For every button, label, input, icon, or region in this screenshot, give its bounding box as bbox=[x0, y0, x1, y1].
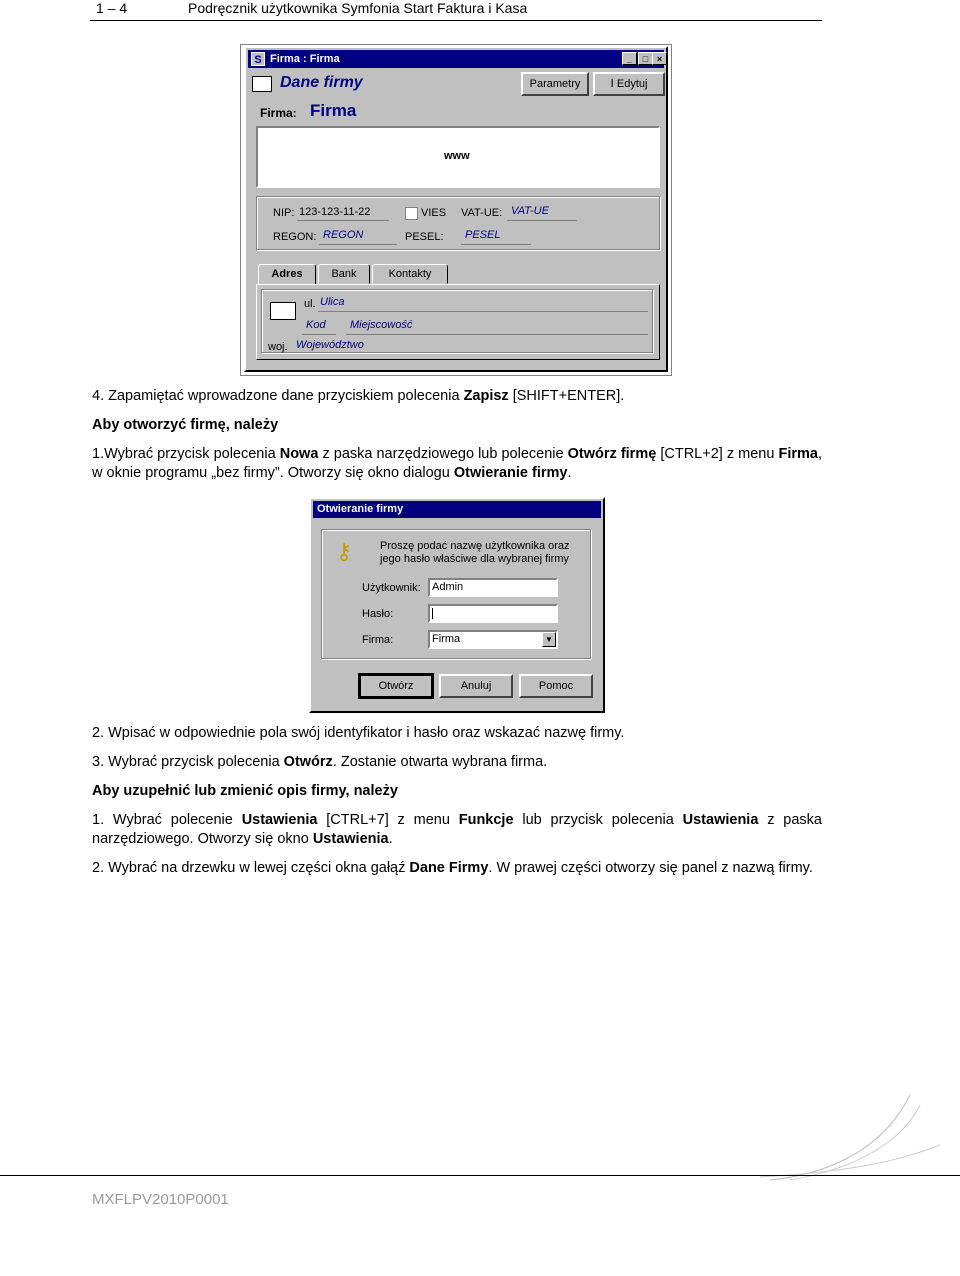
edytuj-label: Edytuj bbox=[616, 78, 648, 90]
cursor-icon: Ⅰ bbox=[610, 78, 617, 90]
heading-edit-firm: Aby uzupełnić lub zmienić opis firmy, należy bbox=[92, 783, 398, 799]
dialog-title: Otwieranie firmy bbox=[317, 503, 404, 515]
regon-value: REGON bbox=[323, 229, 364, 241]
password-label: Hasło: bbox=[362, 608, 394, 620]
woj-label: woj. bbox=[268, 341, 288, 353]
postcode-underline bbox=[302, 334, 336, 335]
ul-label: ul. bbox=[304, 298, 316, 310]
vatue-label: VAT-UE: bbox=[461, 207, 503, 219]
heading-open-firm: Aby otworzyć firmę, należy bbox=[92, 417, 279, 433]
vies-checkbox[interactable] bbox=[405, 207, 418, 220]
open-button[interactable]: Otwórz bbox=[359, 674, 433, 698]
tab-strip bbox=[258, 264, 658, 284]
page-number: 1 – 4 bbox=[96, 0, 128, 16]
firma-select-value: Firma bbox=[432, 633, 461, 645]
edytuj-button[interactable] bbox=[593, 72, 665, 96]
open-step-1: 1.Wybrać przycisk polecenia Nowa z paska narzędziowego lub polecenie Otwórz firmę [CTRL+2] z menu Firma, w oknie programu „bez firmy”. Otworzy się okno dialogu Otwieranie firmy. bbox=[92, 446, 823, 481]
close-icon[interactable]: × bbox=[652, 52, 667, 65]
login-group bbox=[321, 529, 591, 659]
address-group bbox=[261, 289, 653, 353]
document-title: Podręcznik użytkownika Symfonia Start Faktura i Kasa bbox=[188, 0, 528, 16]
tab-kontakty[interactable]: Kontakty bbox=[372, 264, 448, 284]
key-icon: ⚷ bbox=[336, 539, 353, 564]
nip-label: NIP: bbox=[273, 207, 295, 219]
id-fields-group bbox=[256, 196, 660, 250]
postcode-value: Kod bbox=[306, 319, 326, 331]
open-step-2: 2. Wpisać w odpowiednie pola swój identyfikator i hasło oraz wskazać nazwę firmy. bbox=[92, 725, 625, 741]
dialog-message: Proszę podać nazwę użytkownika oraz jego hasło właściwe dla wybranej firmy bbox=[380, 540, 570, 565]
tab-bank[interactable]: Bank bbox=[318, 264, 370, 284]
firma-name: Firma bbox=[310, 101, 357, 120]
city-underline bbox=[346, 334, 648, 335]
cancel-button[interactable]: Anuluj bbox=[439, 674, 513, 698]
nip-underline bbox=[297, 220, 389, 221]
street-underline bbox=[318, 311, 648, 312]
edit-step-2: 2. Wybrać na drzewku w lewej części okna gałąź Dane Firmy. W prawej części otworzy się panel z nazwą firmy. bbox=[92, 860, 813, 876]
text-cursor bbox=[432, 608, 433, 619]
document-code: MXFLPV2010P0001 bbox=[92, 1191, 229, 1208]
window-title: Firma : Firma bbox=[270, 53, 340, 65]
pesel-value: PESEL bbox=[465, 229, 501, 241]
password-input[interactable] bbox=[428, 604, 558, 623]
tab-panel-adres bbox=[256, 284, 660, 360]
user-label: Użytkownik: bbox=[362, 582, 421, 594]
firma-window bbox=[244, 46, 668, 372]
street-value: Ulica bbox=[320, 296, 345, 308]
vies-label: VIES bbox=[421, 207, 447, 219]
maximize-icon[interactable]: □ bbox=[638, 52, 653, 65]
decorative-swirl bbox=[760, 1085, 960, 1195]
footer-divider bbox=[0, 1175, 960, 1176]
pesel-underline bbox=[461, 244, 531, 245]
www-text: www bbox=[444, 150, 470, 162]
user-input[interactable]: Admin bbox=[428, 578, 558, 597]
chevron-down-icon[interactable]: ▼ bbox=[542, 632, 556, 647]
regon-underline bbox=[319, 244, 397, 245]
firma-titlebar bbox=[248, 50, 664, 68]
regon-label: REGON: bbox=[273, 231, 317, 243]
pesel-label: PESEL: bbox=[405, 231, 444, 243]
firma-description-box bbox=[256, 126, 660, 188]
province-value: Województwo bbox=[296, 339, 364, 351]
panel-heading: Dane firmy bbox=[280, 74, 363, 91]
minimize-icon[interactable]: _ bbox=[622, 52, 637, 65]
edit-step-1: 1. Wybrać polecenie Ustawienia [CTRL+7] z menu Funkcje lub przycisk polecenia Ustawienia z paska narzędziowego. Otworzy się okno Ustawienia. bbox=[92, 812, 822, 847]
nip-value: 123-123-11-22 bbox=[299, 206, 371, 218]
open-step-3: 3. Wybrać przycisk polecenia Otwórz. Zostanie otwarta wybrana firma. bbox=[92, 754, 548, 770]
parametry-button[interactable]: Parametry bbox=[521, 72, 589, 96]
header-divider bbox=[90, 20, 822, 21]
envelope-icon bbox=[270, 302, 296, 320]
vatue-underline bbox=[507, 220, 577, 221]
open-firm-dialog bbox=[309, 497, 605, 713]
help-button[interactable]: Pomoc bbox=[519, 674, 593, 698]
card-icon bbox=[252, 76, 272, 92]
firma-label: Firma: bbox=[260, 106, 297, 120]
dialog-titlebar bbox=[313, 501, 601, 518]
firma-select[interactable] bbox=[428, 630, 558, 649]
tab-adres[interactable]: Adres bbox=[258, 264, 316, 285]
vatue-value: VAT-UE bbox=[511, 205, 549, 217]
firma-select-label: Firma: bbox=[362, 634, 394, 646]
app-icon: S bbox=[251, 52, 265, 66]
city-value: Miejscowość bbox=[350, 319, 413, 331]
step-4: 4. Zapamiętać wprowadzone dane przyciskiem polecenia Zapisz [SHIFT+ENTER]. bbox=[92, 388, 625, 404]
